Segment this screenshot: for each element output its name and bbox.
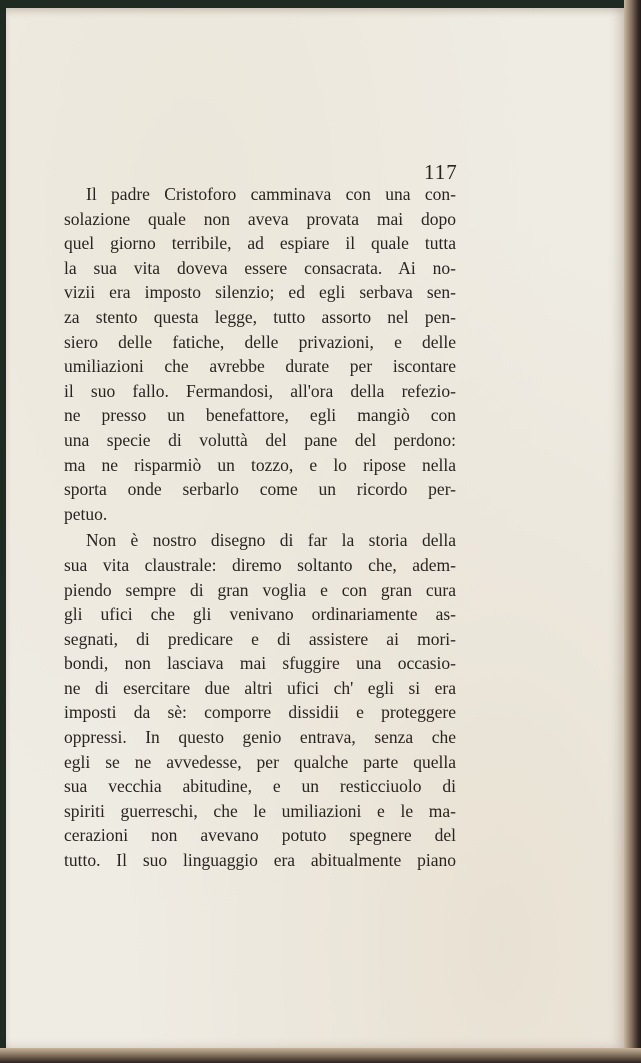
text-line: sua vita claustrale: diremo soltanto che, adem-	[64, 554, 456, 575]
paper-page	[6, 8, 624, 1048]
text-line: spiriti guerreschi, che le umiliazioni e le ma-	[64, 800, 456, 821]
text-line: umiliazioni che avrebbe durate per iscontare	[64, 356, 456, 377]
paragraph-1	[64, 182, 456, 526]
page-edge-right	[624, 0, 641, 1063]
page-edge-bottom	[0, 1048, 641, 1063]
text-line: cerazioni non avevano potuto spegnere del	[64, 825, 456, 846]
text-line: ne presso un benefattore, egli mangiò con	[64, 405, 456, 426]
text-line: siero delle fatiche, delle privazioni, e delle	[64, 331, 456, 352]
body-text	[64, 182, 456, 873]
text-line: bondi, non lasciava mai sfuggire una occasio-	[64, 653, 456, 674]
text-line: ne di esercitare due altri ufici ch' egli si era	[64, 677, 456, 698]
text-line: ma ne risparmiò un tozzo, e lo ripose nella	[64, 454, 456, 475]
text-line: petuo.	[64, 503, 108, 524]
text-line: tutto. Il suo linguaggio era abitualmente piano	[64, 850, 456, 871]
text-line: gli ufici che gli venivano ordinariamente as-	[64, 604, 456, 625]
page-number: 117	[424, 160, 458, 184]
text-line: vizii era imposto silenzio; ed egli serbava sen-	[64, 282, 456, 303]
text-line: za stento questa legge, tutto assorto nel pen-	[64, 306, 456, 327]
text-line: imposti da sè: comporre dissidii e proteggere	[64, 702, 456, 723]
text-line: sporta onde serbarlo come un ricordo per-	[64, 479, 456, 500]
text-line: Il padre Cristoforo camminava con una con-	[86, 184, 456, 204]
text-line: egli se ne avvedesse, per qualche parte quella	[64, 751, 456, 772]
text-line: sua vecchia abitudine, e un resticciuolo di	[64, 776, 456, 797]
text-line: piendo sempre di gran voglia e con gran cura	[64, 579, 456, 600]
text-line: oppressi. In questo genio entrava, senza che	[64, 727, 456, 748]
text-line: la sua vita doveva essere consacrata. Ai no-	[64, 257, 456, 278]
text-line: quel giorno terribile, ad espiare il quale tutta	[64, 233, 456, 254]
text-line: segnati, di predicare e di assistere ai mori-	[64, 628, 456, 649]
text-line: solazione quale non aveva provata mai dopo	[64, 208, 456, 229]
text-line: il suo fallo. Fermandosi, all'ora della refezio-	[64, 380, 456, 401]
text-line: Non è nostro disegno di far la storia della	[86, 530, 456, 551]
paragraph-2	[64, 528, 456, 872]
text-line: una specie di voluttà del pane del perdono:	[64, 429, 456, 450]
